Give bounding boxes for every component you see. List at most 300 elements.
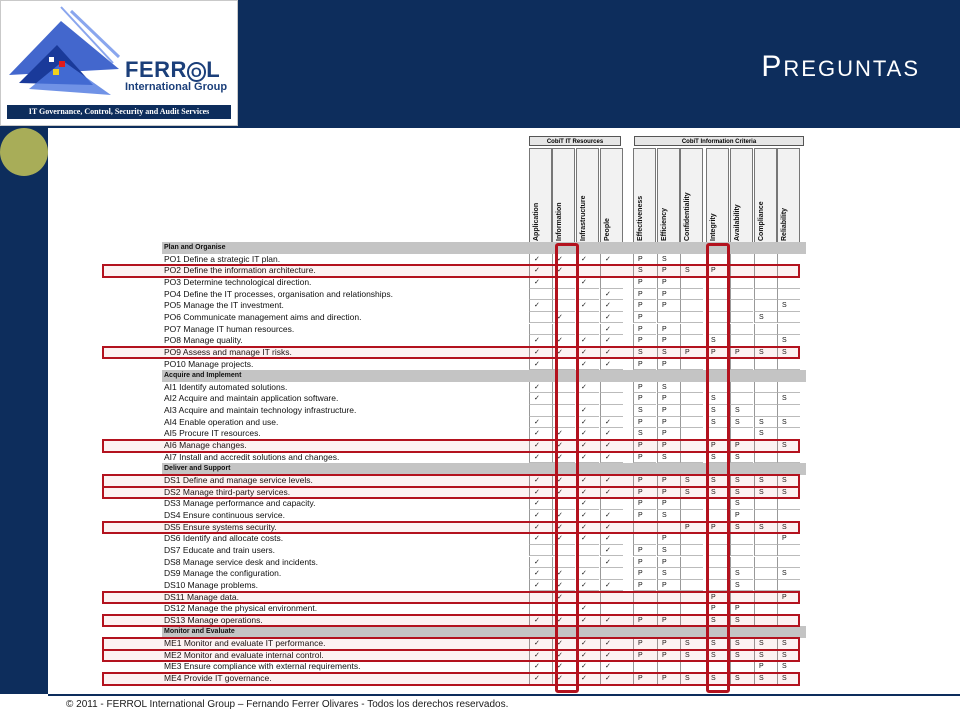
table-cell: P bbox=[657, 440, 680, 452]
logo-name: FERR O L bbox=[125, 57, 221, 82]
group-header-criteria: CobiT Information Criteria bbox=[634, 136, 804, 146]
table-cell: S bbox=[777, 475, 800, 487]
table-cell: P bbox=[633, 417, 656, 429]
column-header bbox=[657, 148, 680, 246]
table-cell: S bbox=[706, 673, 729, 685]
row-label: DS9 Manage the configuration. bbox=[164, 568, 282, 579]
table-cell: P bbox=[657, 615, 680, 627]
footer-copyright: © 2011 - FERROL International Group – Fernando Ferrer Olivares - Todos los derechos reservados. bbox=[66, 699, 509, 710]
table-cell bbox=[754, 557, 777, 569]
table-cell bbox=[600, 393, 623, 405]
table-cell: P bbox=[657, 405, 680, 417]
table-cell: S bbox=[706, 650, 729, 662]
table-cell: ✓ bbox=[576, 580, 599, 592]
table-cell: P bbox=[706, 265, 729, 277]
table-cell: P bbox=[706, 347, 729, 359]
row-label: AI6 Manage changes. bbox=[164, 440, 247, 451]
table-cell: S bbox=[754, 650, 777, 662]
table-cell bbox=[680, 324, 703, 336]
table-cell bbox=[529, 312, 552, 324]
highlight-row-box bbox=[102, 346, 800, 360]
table-cell: P bbox=[706, 522, 729, 534]
row-label: ME1 Monitor and evaluate IT performance. bbox=[164, 638, 326, 649]
table-cell: ✓ bbox=[576, 405, 599, 417]
column-header-label: Reliability bbox=[781, 207, 788, 241]
table-cell bbox=[730, 277, 753, 289]
column-header bbox=[730, 148, 753, 246]
table-cell: ✓ bbox=[600, 324, 623, 336]
table-cell: ✓ bbox=[576, 603, 599, 615]
table-cell: P bbox=[706, 592, 729, 604]
table-cell: ✓ bbox=[576, 475, 599, 487]
table-cell: P bbox=[633, 615, 656, 627]
column-header bbox=[633, 148, 656, 246]
row-label: AI5 Procure IT resources. bbox=[164, 428, 261, 439]
table-cell bbox=[576, 545, 599, 557]
column-header bbox=[706, 148, 729, 246]
row-label: PO2 Define the information architecture. bbox=[164, 265, 316, 276]
table-cell bbox=[529, 545, 552, 557]
group-header-resources: CobiT IT Resources bbox=[529, 136, 621, 146]
table-cell: ✓ bbox=[529, 475, 552, 487]
left-band bbox=[0, 128, 48, 694]
table-cell: P bbox=[657, 580, 680, 592]
table-cell: S bbox=[633, 405, 656, 417]
table-cell bbox=[754, 405, 777, 417]
table-cell bbox=[754, 382, 777, 394]
table-cell: S bbox=[754, 638, 777, 650]
table-cell: P bbox=[633, 545, 656, 557]
row-label: PO7 Manage IT human resources. bbox=[164, 323, 295, 334]
table-cell: S bbox=[754, 522, 777, 534]
table-cell bbox=[730, 289, 753, 301]
table-cell: ✓ bbox=[600, 347, 623, 359]
table-cell: P bbox=[657, 417, 680, 429]
table-cell: S bbox=[730, 475, 753, 487]
table-cell bbox=[754, 289, 777, 301]
table-cell bbox=[600, 382, 623, 394]
table-cell bbox=[730, 359, 753, 371]
table-cell: S bbox=[730, 522, 753, 534]
table-cell: S bbox=[730, 650, 753, 662]
table-cell: ✓ bbox=[600, 428, 623, 440]
table-cell: ✓ bbox=[529, 650, 552, 662]
table-cell: P bbox=[633, 673, 656, 685]
table-cell: ✓ bbox=[600, 475, 623, 487]
row-label: DS12 Manage the physical environment. bbox=[164, 603, 318, 614]
table-cell: ✓ bbox=[552, 347, 575, 359]
table-cell: P bbox=[633, 277, 656, 289]
table-cell: ✓ bbox=[529, 417, 552, 429]
table-cell: ✓ bbox=[600, 440, 623, 452]
table-cell bbox=[680, 277, 703, 289]
table-cell: ✓ bbox=[552, 615, 575, 627]
table-cell: S bbox=[706, 405, 729, 417]
table-cell bbox=[754, 498, 777, 510]
table-cell: S bbox=[754, 673, 777, 685]
table-cell bbox=[777, 289, 800, 301]
table-cell: P bbox=[657, 335, 680, 347]
table-cell: ✓ bbox=[576, 347, 599, 359]
table-cell: ✓ bbox=[529, 277, 552, 289]
table-cell bbox=[576, 324, 599, 336]
row-label: ME3 Ensure compliance with external requirements. bbox=[164, 661, 361, 672]
table-cell: P bbox=[657, 533, 680, 545]
table-cell bbox=[777, 452, 800, 464]
logo-subtitle: International Group bbox=[125, 81, 228, 93]
table-cell: S bbox=[657, 545, 680, 557]
table-cell bbox=[777, 557, 800, 569]
table-cell: P bbox=[633, 487, 656, 499]
table-cell: S bbox=[680, 265, 703, 277]
table-cell: S bbox=[706, 417, 729, 429]
table-cell: ✓ bbox=[576, 335, 599, 347]
table-cell bbox=[576, 312, 599, 324]
table-cell bbox=[730, 312, 753, 324]
table-cell: P bbox=[777, 592, 800, 604]
table-cell: ✓ bbox=[600, 661, 623, 673]
table-cell: S bbox=[777, 417, 800, 429]
table-cell: P bbox=[657, 265, 680, 277]
row-label: DS6 Identify and allocate costs. bbox=[164, 533, 284, 544]
column-header bbox=[600, 148, 623, 246]
table-cell: ✓ bbox=[529, 347, 552, 359]
table-cell bbox=[680, 359, 703, 371]
table-cell: ✓ bbox=[552, 510, 575, 522]
table-cell: P bbox=[730, 510, 753, 522]
table-cell: P bbox=[633, 324, 656, 336]
row-label: PO6 Communicate management aims and direction. bbox=[164, 311, 362, 322]
table-cell: S bbox=[730, 673, 753, 685]
table-cell: ✓ bbox=[576, 417, 599, 429]
table-cell: ✓ bbox=[529, 522, 552, 534]
table-cell bbox=[754, 452, 777, 464]
table-cell: P bbox=[730, 603, 753, 615]
table-cell: ✓ bbox=[552, 487, 575, 499]
table-cell: ✓ bbox=[529, 661, 552, 673]
row-label: Deliver and Support bbox=[164, 465, 231, 473]
table-cell: S bbox=[633, 265, 656, 277]
table-cell: P bbox=[657, 324, 680, 336]
logo-tagline: IT Governance, Control, Security and Audit Services bbox=[7, 105, 231, 119]
table-cell: S bbox=[633, 428, 656, 440]
table-cell: ✓ bbox=[552, 440, 575, 452]
table-cell: S bbox=[657, 382, 680, 394]
table-cell: ✓ bbox=[529, 487, 552, 499]
row-label: AI7 Install and accredit solutions and changes. bbox=[164, 451, 340, 462]
table-cell: ✓ bbox=[552, 580, 575, 592]
table-cell: P bbox=[706, 603, 729, 615]
table-cell: ✓ bbox=[529, 568, 552, 580]
table-cell: ✓ bbox=[576, 428, 599, 440]
column-header-label: Application bbox=[533, 202, 540, 241]
table-cell: ✓ bbox=[552, 265, 575, 277]
table-cell bbox=[730, 324, 753, 336]
column-header-label: Infrastructure bbox=[580, 195, 587, 241]
table-cell: S bbox=[730, 487, 753, 499]
table-cell: S bbox=[730, 615, 753, 627]
table-cell: ✓ bbox=[552, 452, 575, 464]
table-cell: S bbox=[777, 522, 800, 534]
table-cell: S bbox=[777, 673, 800, 685]
table-cell bbox=[680, 312, 703, 324]
table-cell: ✓ bbox=[529, 673, 552, 685]
row-label: PO1 Define a strategic IT plan. bbox=[164, 253, 281, 264]
table-cell: P bbox=[633, 393, 656, 405]
row-label: DS8 Manage service desk and incidents. bbox=[164, 556, 319, 567]
table-cell bbox=[600, 405, 623, 417]
row-label: DS5 Ensure systems security. bbox=[164, 521, 277, 532]
table-cell bbox=[680, 289, 703, 301]
table-cell bbox=[754, 359, 777, 371]
table-cell: S bbox=[633, 347, 656, 359]
table-cell: S bbox=[730, 568, 753, 580]
table-cell: S bbox=[706, 638, 729, 650]
table-cell bbox=[680, 417, 703, 429]
table-cell: P bbox=[633, 475, 656, 487]
table-cell bbox=[777, 382, 800, 394]
row-label: DS4 Ensure continuous service. bbox=[164, 509, 285, 520]
table-cell: ✓ bbox=[552, 650, 575, 662]
table-cell bbox=[730, 393, 753, 405]
table-cell: S bbox=[680, 650, 703, 662]
table-cell bbox=[680, 382, 703, 394]
table-cell: P bbox=[680, 347, 703, 359]
table-cell: S bbox=[706, 393, 729, 405]
table-cell: ✓ bbox=[552, 428, 575, 440]
column-header-label: Efficiency bbox=[661, 207, 668, 241]
table-cell: P bbox=[657, 673, 680, 685]
table-cell: ✓ bbox=[552, 533, 575, 545]
table-cell: ✓ bbox=[600, 300, 623, 312]
table-cell: ✓ bbox=[529, 615, 552, 627]
table-cell: ✓ bbox=[552, 592, 575, 604]
table-cell: P bbox=[680, 522, 703, 534]
table-cell: ✓ bbox=[529, 359, 552, 371]
table-cell: ✓ bbox=[600, 359, 623, 371]
table-cell: S bbox=[657, 452, 680, 464]
table-cell: ✓ bbox=[576, 254, 599, 266]
table-cell: ✓ bbox=[600, 452, 623, 464]
table-cell: ✓ bbox=[576, 533, 599, 545]
table-cell bbox=[680, 545, 703, 557]
table-cell: ✓ bbox=[600, 254, 623, 266]
table-cell: ✓ bbox=[529, 393, 552, 405]
table-cell: P bbox=[730, 440, 753, 452]
table-cell: P bbox=[754, 661, 777, 673]
table-cell bbox=[754, 277, 777, 289]
table-cell: P bbox=[633, 650, 656, 662]
table-cell: S bbox=[777, 568, 800, 580]
table-cell bbox=[529, 324, 552, 336]
table-cell bbox=[754, 568, 777, 580]
row-label: Monitor and Evaluate bbox=[164, 628, 235, 636]
highlight-row-box bbox=[102, 614, 800, 628]
table-cell bbox=[730, 557, 753, 569]
table-cell: P bbox=[633, 359, 656, 371]
table-cell: S bbox=[777, 440, 800, 452]
table-cell bbox=[657, 312, 680, 324]
table-cell: ✓ bbox=[529, 382, 552, 394]
table-cell: S bbox=[777, 487, 800, 499]
table-cell: ✓ bbox=[576, 440, 599, 452]
table-cell bbox=[680, 393, 703, 405]
table-cell: ✓ bbox=[600, 615, 623, 627]
row-label: AI1 Identify automated solutions. bbox=[164, 381, 288, 392]
table-cell bbox=[730, 300, 753, 312]
column-header-label: Integrity bbox=[710, 213, 717, 241]
highlight-column-integrity bbox=[706, 243, 730, 693]
table-cell: S bbox=[777, 300, 800, 312]
table-cell: ✓ bbox=[529, 452, 552, 464]
table-cell: ✓ bbox=[600, 673, 623, 685]
highlight-row-box bbox=[102, 649, 800, 663]
table-cell: P bbox=[657, 277, 680, 289]
table-cell: P bbox=[657, 359, 680, 371]
table-cell: S bbox=[777, 347, 800, 359]
table-cell: P bbox=[657, 428, 680, 440]
table-cell: ✓ bbox=[552, 312, 575, 324]
table-cell: S bbox=[754, 312, 777, 324]
row-label: AI4 Enable operation and use. bbox=[164, 416, 279, 427]
table-cell: ✓ bbox=[529, 498, 552, 510]
table-cell: P bbox=[706, 440, 729, 452]
highlight-row-box bbox=[102, 672, 800, 686]
table-cell bbox=[600, 498, 623, 510]
table-cell bbox=[680, 568, 703, 580]
table-cell: S bbox=[777, 638, 800, 650]
table-cell bbox=[576, 289, 599, 301]
table-cell: S bbox=[754, 417, 777, 429]
table-cell: P bbox=[657, 487, 680, 499]
footer-rule bbox=[48, 694, 960, 696]
table-cell: P bbox=[633, 452, 656, 464]
table-cell: P bbox=[777, 533, 800, 545]
table-cell: S bbox=[777, 650, 800, 662]
column-header bbox=[754, 148, 777, 246]
row-label: DS13 Manage operations. bbox=[164, 614, 263, 625]
column-header bbox=[552, 148, 575, 246]
table-cell bbox=[754, 393, 777, 405]
table-cell bbox=[600, 277, 623, 289]
table-cell: ✓ bbox=[576, 498, 599, 510]
column-header-label: Confidentiality bbox=[684, 192, 691, 241]
table-cell: ✓ bbox=[576, 568, 599, 580]
table-cell bbox=[754, 324, 777, 336]
table-cell bbox=[777, 405, 800, 417]
table-cell: ✓ bbox=[552, 254, 575, 266]
row-label: ME4 Provide IT governance. bbox=[164, 673, 272, 684]
column-header-label: Compliance bbox=[758, 201, 765, 241]
table-cell: ✓ bbox=[576, 615, 599, 627]
table-cell: S bbox=[680, 673, 703, 685]
table-cell: P bbox=[657, 650, 680, 662]
table-cell: ✓ bbox=[552, 522, 575, 534]
table-cell: ✓ bbox=[552, 475, 575, 487]
table-cell: S bbox=[777, 393, 800, 405]
table-cell: ✓ bbox=[529, 580, 552, 592]
column-header-label: Information bbox=[556, 202, 563, 241]
table-cell: S bbox=[730, 417, 753, 429]
column-header bbox=[777, 148, 800, 246]
table-cell: ✓ bbox=[552, 335, 575, 347]
table-cell bbox=[576, 393, 599, 405]
decorative-circle bbox=[0, 128, 48, 176]
row-label: DS11 Manage data. bbox=[164, 591, 239, 602]
row-label: DS2 Manage third-party services. bbox=[164, 486, 291, 497]
table-cell: S bbox=[730, 405, 753, 417]
table-cell bbox=[529, 405, 552, 417]
row-label: DS7 Educate and train users. bbox=[164, 544, 276, 555]
table-cell bbox=[754, 533, 777, 545]
row-label: DS10 Manage problems. bbox=[164, 579, 259, 590]
table-cell bbox=[680, 533, 703, 545]
column-header bbox=[680, 148, 703, 246]
table-cell: P bbox=[633, 498, 656, 510]
highlight-row-box bbox=[102, 521, 800, 535]
table-cell: S bbox=[680, 475, 703, 487]
table-cell: ✓ bbox=[529, 335, 552, 347]
table-cell: ✓ bbox=[600, 417, 623, 429]
table-cell: P bbox=[657, 638, 680, 650]
table-cell: P bbox=[633, 382, 656, 394]
table-cell: ✓ bbox=[552, 568, 575, 580]
table-cell: ✓ bbox=[529, 533, 552, 545]
table-cell: S bbox=[680, 487, 703, 499]
table-cell: ✓ bbox=[576, 382, 599, 394]
table-cell bbox=[633, 533, 656, 545]
table-cell: P bbox=[633, 510, 656, 522]
table-cell: ✓ bbox=[576, 522, 599, 534]
row-label: Acquire and Implement bbox=[164, 372, 242, 380]
table-cell bbox=[777, 277, 800, 289]
table-cell: ✓ bbox=[529, 300, 552, 312]
table-cell: ✓ bbox=[600, 557, 623, 569]
highlight-row-box bbox=[102, 439, 800, 453]
column-header-label: People bbox=[604, 218, 611, 241]
table-cell: P bbox=[657, 475, 680, 487]
table-cell bbox=[730, 545, 753, 557]
table-cell: S bbox=[706, 487, 729, 499]
table-cell bbox=[576, 557, 599, 569]
highlight-column-information bbox=[555, 243, 579, 693]
table-cell bbox=[754, 300, 777, 312]
row-label: DS3 Manage performance and capacity. bbox=[164, 498, 316, 509]
table-cell: ✓ bbox=[600, 510, 623, 522]
table-cell: ✓ bbox=[576, 510, 599, 522]
table-cell: ✓ bbox=[576, 673, 599, 685]
table-cell: ✓ bbox=[600, 638, 623, 650]
table-cell: P bbox=[657, 300, 680, 312]
table-cell bbox=[680, 498, 703, 510]
highlight-row-box bbox=[102, 264, 800, 278]
table-cell: ✓ bbox=[576, 359, 599, 371]
column-header-label: Effectiveness bbox=[637, 195, 644, 241]
table-cell: S bbox=[754, 487, 777, 499]
table-cell: ✓ bbox=[529, 265, 552, 277]
table-cell: ✓ bbox=[600, 335, 623, 347]
table-cell: ✓ bbox=[529, 557, 552, 569]
table-cell: ✓ bbox=[600, 487, 623, 499]
table-cell: ✓ bbox=[600, 522, 623, 534]
table-cell: ✓ bbox=[529, 510, 552, 522]
table-cell bbox=[777, 498, 800, 510]
column-header bbox=[576, 148, 599, 246]
table-cell: P bbox=[730, 347, 753, 359]
row-label: AI3 Acquire and maintain technology infrastructure. bbox=[164, 405, 357, 416]
table-cell bbox=[529, 289, 552, 301]
table-cell: S bbox=[706, 335, 729, 347]
